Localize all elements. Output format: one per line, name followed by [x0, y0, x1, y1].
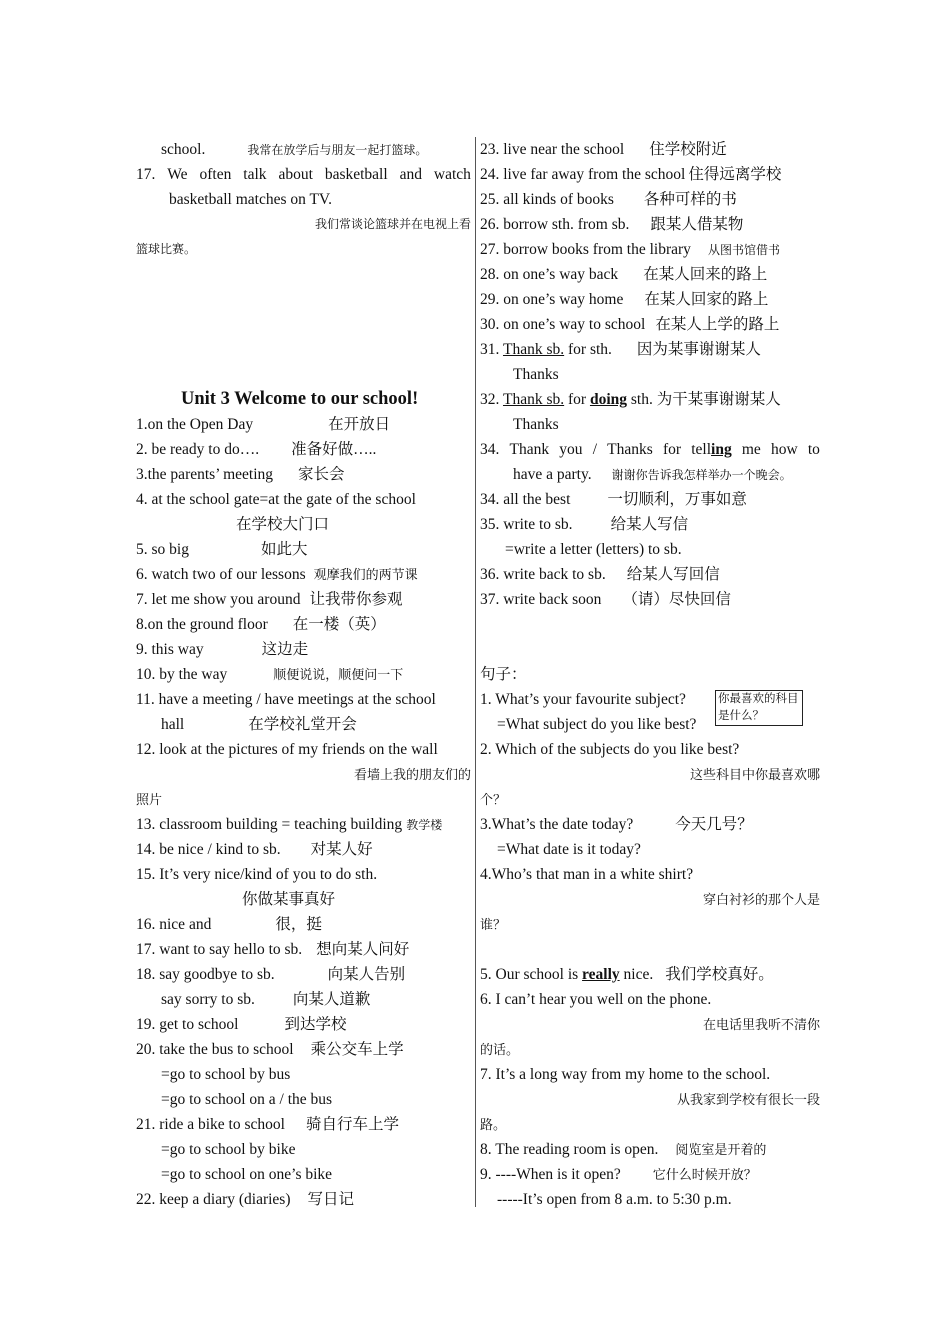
list-item: Thanks — [513, 366, 559, 383]
list-item: 5. so big 如此大 — [136, 541, 308, 558]
list-item: 11. have a meeting / have meetings at the school — [136, 691, 436, 708]
sentence: 9. ----When is it open? 它什么时候开放？ — [480, 1166, 757, 1183]
list-item: 12. look at the pictures of my friends on the wall — [136, 741, 438, 758]
list-item: 32. Thank sb. for doing sth. 为干某事谢谢某人 — [480, 391, 781, 408]
list-item: =go to school on a / the bus — [161, 1091, 333, 1108]
section-heading: 句子： — [480, 666, 527, 683]
text-line-justified: 17. We often talk about basketball and watch — [136, 166, 471, 183]
list-item: 34. all the best 一切顺利，万事如意 — [480, 491, 747, 508]
list-item: have a party. 谢谢你告诉我怎样举办一个晚会。 — [513, 466, 792, 483]
list-item: 8.on the ground floor 在一楼（英） — [136, 616, 386, 633]
list-item: 31. Thank sb. for sth. 因为某事谢谢某人 — [480, 341, 761, 358]
list-item: hall 在学校礼堂开会 — [161, 716, 357, 733]
sentence: =What subject do you like best? — [497, 716, 697, 733]
sentence: 个？ — [480, 792, 507, 807]
list-item: =go to school by bike — [161, 1141, 296, 1158]
list-item: 19. get to school 到达学校 — [136, 1016, 347, 1033]
sentence: =What date is it today? — [497, 841, 641, 858]
sentence: 6. I can’t hear you well on the phone. — [480, 991, 712, 1008]
sentence: 8. The reading room is open. 阅览室是开着的 — [480, 1141, 767, 1158]
list-item: 6. watch two of our lessons 观摩我们的两节课 — [136, 566, 418, 583]
sentence: 5. Our school is really nice. 我们学校真好。 — [480, 966, 774, 983]
list-item: 37. write back soon （请）尽快回信 — [480, 591, 731, 608]
translation-box: 你最喜欢的科目是什么？ — [715, 690, 803, 726]
list-item: 你做某事真好 — [242, 891, 336, 908]
sentence: 4.Who’s that man in a white shirt? — [480, 866, 694, 883]
list-item: 9. this way 这边走 — [136, 641, 309, 658]
left-column — [136, 137, 471, 1212]
list-item: 35. write to sb. 给某人写信 — [480, 516, 689, 533]
list-item: 23. live near the school 住学校附近 — [480, 141, 727, 158]
unit-title: Unit 3 Welcome to our school! — [181, 389, 419, 409]
list-item: Thanks — [513, 416, 559, 433]
text-line: 篮球比赛。 — [136, 242, 197, 256]
list-item: say sorry to sb. 向某人道歉 — [161, 991, 371, 1008]
list-item: 7. let me show you around 让我带你参观 — [136, 591, 403, 608]
list-item: 4. at the school gate=at the gate of the school — [136, 491, 416, 508]
text-line: basketball matches on TV. — [169, 191, 333, 208]
sentence: 在电话里我听不清你 — [702, 1017, 820, 1032]
right-column — [480, 137, 820, 1212]
list-item: 25. all kinds of books 各种可样的书 — [480, 191, 737, 208]
list-item: 15. It’s very nice/kind of you to do sth. — [136, 866, 378, 883]
text-line: school. 我常在放学后与朋友一起打篮球。 — [161, 141, 428, 158]
list-item-justified: 34. Thank you / Thanks for telling me how to — [480, 441, 820, 458]
list-item: 3.the parents’ meeting 家长会 — [136, 466, 345, 483]
sentence: 穿白衬衫的那个人是 — [702, 892, 820, 907]
list-item: 看墙上我的朋友们的 — [353, 767, 471, 782]
list-item: =go to school by bus — [161, 1066, 291, 1083]
list-item: 22. keep a diary (diaries) 写日记 — [136, 1191, 355, 1208]
list-item: =go to school on one’s bike — [161, 1166, 333, 1183]
list-item: 26. borrow sth. from sb. 跟某人借某物 — [480, 216, 744, 233]
list-item: 18. say goodbye to sb. 向某人告别 — [136, 966, 406, 983]
text-line: 我们常谈论篮球并在电视上看 — [314, 217, 471, 231]
sentence: 路。 — [480, 1117, 507, 1132]
list-item: 21. ride a bike to school 骑自行车上学 — [136, 1116, 399, 1133]
sentence: 这些科目中你最喜欢哪 — [689, 767, 820, 782]
list-item: 2. be ready to do…. 准备好做….. — [136, 441, 377, 458]
list-item: 14. be nice / kind to sb. 对某人好 — [136, 841, 373, 858]
list-item: 30. on one’s way to school 在某人上学的路上 — [480, 316, 780, 333]
list-item: 36. write back to sb. 给某人写回信 — [480, 566, 720, 583]
sentence: 的话。 — [480, 1042, 520, 1057]
list-item: 16. nice and 很，挺 — [136, 916, 322, 933]
sentence: -----It’s open from 8 a.m. to 5:30 p.m. — [497, 1191, 732, 1208]
list-item: 29. on one’s way home 在某人回家的路上 — [480, 291, 769, 308]
list-item: 27. borrow books from the library 从图书馆借书 — [480, 241, 780, 258]
list-item: =write a letter (letters) to sb. — [505, 541, 682, 558]
list-item: 28. on one’s way back 在某人回来的路上 — [480, 266, 768, 283]
sentence: 7. It’s a long way from my home to the school. — [480, 1066, 771, 1083]
sentence: 3.What’s the date today? 今天几号？ — [480, 816, 753, 833]
list-item: 13. classroom building = teaching building 教学楼 — [136, 816, 443, 833]
list-item: 1.on the Open Day 在开放日 — [136, 416, 391, 433]
sentence: 2. Which of the subjects do you like best? — [480, 741, 740, 758]
list-item: 17. want to say hello to sb. 想向某人问好 — [136, 941, 410, 958]
sentence: 谁？ — [480, 917, 507, 932]
sentence: 1. What’s your favourite subject? 你最喜欢的科目是什么？ — [480, 687, 820, 712]
column-divider — [475, 137, 476, 1207]
list-item: 在学校大门口 — [236, 516, 330, 533]
list-item: 照片 — [136, 792, 163, 807]
list-item: 24. live far away from the school 住得远离学校 — [480, 166, 782, 183]
list-item: 10. by the way 顺便说说，顺便问一下 — [136, 666, 404, 683]
sentence: 从我家到学校有很长一段 — [676, 1092, 820, 1107]
list-item: 20. take the bus to school 乘公交车上学 — [136, 1041, 404, 1058]
